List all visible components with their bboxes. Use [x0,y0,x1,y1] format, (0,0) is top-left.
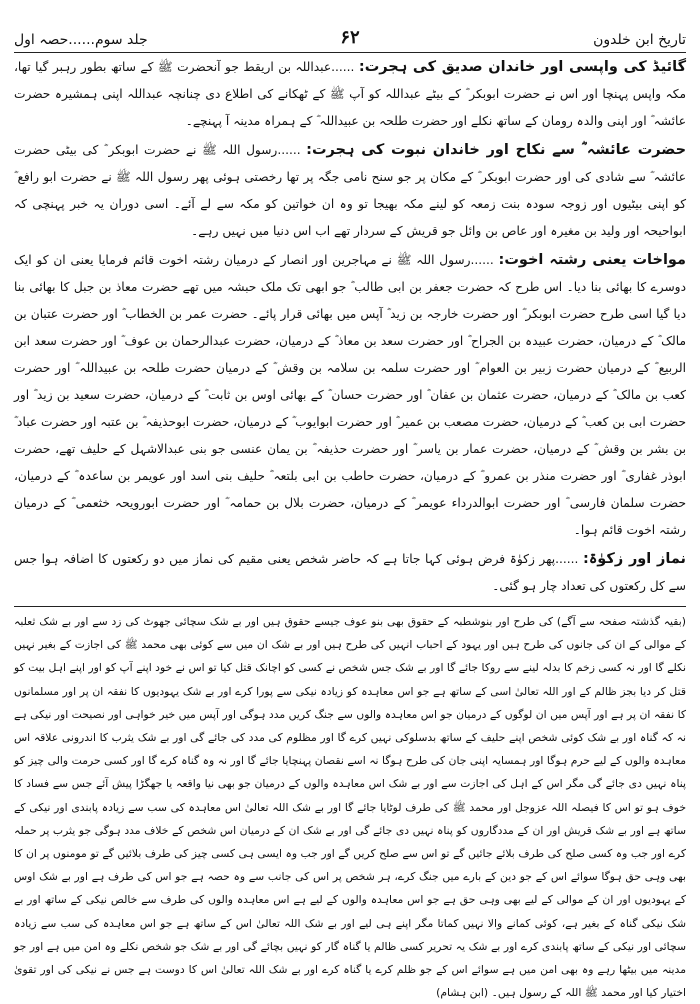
section-paragraph [14,247,686,544]
footnote-text: (بقیہ گذشتہ صفحہ سے آگے) کی طرح اور بنوشطبہ کے حقوق بھی بنو عوف جیسے حقوق ہیں اور بے شک سچائی جھوٹ کی زد سے اور بے شک ثعلبہ کے موالی کے ان کی جانوں کی طرح ہیں اور یہود کے احباب انہیں کی طرح ہیں اور بے شک ان میں سے کوئی بھی محمد ﷺ کی اجازت کے بغیر نہیں نکلے گا اور نہ کسی زخم کا بدلہ لینے سے روکا جائے گا اور بے شک جس شخص نے کسی کو اچانک قتل کیا تو اس نے خود اپنے آپ کو اور اپنے اہل بیت کو قتل کر دیا بجز ظالم کے اور اللہ تعالیٰ اسی کے ساتھ ہے جو اس معاہدہ کو زیادہ نیکی سے پورا کرے اور بے شک یہودیوں کا نفقہ ان پر اور مسلمانوں کا نفقہ ان پر ہے اور آپس میں ان لوگوں کے درمیان جو اس معاہدہ والوں سے جنگ کریں مدد ہوگی اور آپس میں خیر خواہی اور نصیحت اور نیکی ہے نہ کہ گناہ اور بے شک کوئی شخص اپنے حلیف کے ساتھ بدسلوکی نہیں کرے گا اور مظلوم کی مدد کی جائے گی اور بے شک یثرب کا اندرونی علاقہ اس معاہدہ والوں کے لیے حرم ہوگا اور ہمسایہ اپنی جان کی طرح ہوگا نہ اسے نقصان پہنچایا جائے گا اور نہ وہ گناہ کرے گا اور کسی حرمت والی چیز کو پناہ نہیں دی جائے گی مگر اس کے اہل کی اجازت سے اور بے شک اس معاہدہ والوں کے درمیان جو بھی نیا واقعہ یا جھگڑا پیش آئے جس سے فساد کا خوف ہو تو اس کا فیصلہ اللہ عزوجل اور محمد ﷺ کی طرف لوٹایا جائے گا اور بے شک اللہ تعالیٰ اس معاہدہ کی سب سے زیادہ پابندی اور نیکی کے ساتھ ہے اور بے شک قریش اور ان کے مددگاروں کو پناہ نہیں دی جائے گی اور بے شک ان کے درمیان اس شخص کے خلاف مدد ہوگی جو یثرب پر حملہ کرے اور جب وہ کسی صلح کی طرف بلائے جائیں گے تو اس سے صلح کریں گے اور جب وہ ایسی ہی کسی چیز کی طرف بلائیں گے تو مومنوں پر ان کا بھی وہی حق ہوگا سوائے اس کے جو دین کے بارے میں جنگ کرے، ہر شخص پر اس کی جانب سے وہ حصہ ہے جو اس کی طرف ہے اور بے شک اوس کے یہودیوں اور ان کے موالی کے لیے بھی وہی حق ہے جو اس معاہدہ والوں کے لیے ہے اس معاہدہ والوں کی طرف سے خالص نیکی کے ساتھ اور بے شک نیکی گناہ کے بغیر ہے، کوئی کمانے والا نہیں کماتا مگر اپنے ہی لیے اور بے شک اللہ تعالیٰ اس کے ساتھ ہے جو اس معاہدہ کی سب سے زیادہ سچائی اور نیکی کے ساتھ پابندی کرے اور بے شک یہ تحریر کسی ظالم یا گناہ گار کو نہیں بچائے گی اور بے شک جو شخص نکلے وہ امن میں ہے اور جو مدینہ میں بیٹھا رہے وہ بھی امن میں ہے سوائے اس کے جو ظلم کرے یا گناہ کرے اور بے شک اللہ تعالیٰ اس کا دوست ہے جس نے نیکی کی اور تقویٰ اختیار کیا اور محمد ﷺ اللہ کے رسول ہیں۔ (ابن ہشام) [14,615,686,1000]
volume-label: جلد سوم......حصہ اول [14,32,148,48]
section-body: ......پھر زکوٰۃ فرض ہوئی کہا جاتا ہے کہ حاضر شخص یعنی مقیم کی نماز میں دو رکعتوں کا اضافہ ہوا جس سے کل رکعتوں کی تعداد چار ہو گئی۔ [14,552,686,593]
section-heading: مواخات یعنی رشتہ اخوت: [498,252,686,268]
page-number: ۶۲ [340,27,360,48]
main-text [14,54,686,602]
section-paragraph [14,546,686,600]
footnotes [14,610,686,1004]
section-heading: حضرت عائشہ ؓ سے نکاح اور خاندان نبوت کی ہجرت: [306,142,687,158]
page-header [14,8,686,53]
section-body: ......رسول اللہ ﷺ نے حضرت ابوبکر ؓ کی بیٹی حضرت عائشہ ؓ سے شادی کی اور حضرت ابوبکر ؓ کے مکان پر جو سنح نامی جگہ پر تھا رخصتی ہوئی پھر رسول اللہ ﷺ نے حضرت ابو رافع ؓ کو اپنی بیٹیوں اور زوجہ سودہ بنت زمعہ کو لینے مکہ بھیجا تو وہ ان خواتین کو مکہ سے لے آئے۔ اسی دوران یہ خبر پہنچی کہ ابواحیحہ اور ولید بن مغیرہ اور عاص بن وائل جو قریش کے سردار تھے اب اس دنیا میں نہیں رہے۔ [14,143,686,238]
section-heading: نماز اور زکوٰۃ: [583,551,686,567]
section-body: ......رسول اللہ ﷺ نے مہاجرین اور انصار کے درمیان رشتہ اخوت قائم فرمایا یعنی ان کو ایک دوسرے کا بھائی بنا دیا۔ اس طرح کہ حضرت جعفر بن ابی طالب ؓ جو ابھی تک ملک حبشہ میں تھے حضرت معاذ بن جبل کا بھائی بنا دیا گیا اسی طرح حضرت ابوبکر ؓ اور حضرت خارجہ بن زید ؓ آپس میں بھائی قرار پائے۔ حضرت عمر بن الخطاب ؓ اور حضرت عتبان بن مالک ؓ کے درمیان، حضرت عبیدہ بن الجراح ؓ اور حضرت سعد بن معاذ ؓ کے درمیان، حضرت عبدالرحمان بن عوف ؓ اور حضرت سعد ابن الربیع ؓ کے درمیان حضرت زبیر بن العوام ؓ اور حضرت سلمہ بن سلامہ بن وقش ؓ کے درمیان حضرت طلحہ بن عبیداللہ ؓ اور حضرت کعب بن مالک ؓ کے درمیان، حضرت عثمان بن عفان ؓ اور حضرت حسان ؓ کے بھائی اوس بن ثابت ؓ کے درمیان، حضرت سعید بن زید ؓ اور حضرت ابی بن کعب ؓ کے درمیان، حضرت مصعب بن عمیر ؓ اور حضرت ابوایوب ؓ کے درمیان، حضرت ابوحذیفہ ؓ بن عتبہ اور حضرت عباد ؓ بن بشر بن وقش ؓ کے درمیان، حضرت عمار بن یاسر ؓ اور حضرت حذیفہ ؓ بن یمان عنسی جو بنی عبدالاشہل کے حلیف تھے، حضرت ابوذر غفاری ؓ اور حضرت منذر بن عمرو ؓ کے درمیان، حضرت حاطب بن ابی بلتعہ ؓ حلیف بنی اسد اور عویمر بن ساعدہ ؓ کے درمیان، حضرت سلمان فارسی ؓ اور حضرت ابوالدرداء عویمر ؓ کے درمیان، حضرت بلال بن حمامہ ؓ اور حضرت ابورویحہ خثعمی ؓ کے درمیان رشتہ اخوت قائم ہوا۔ [14,253,686,537]
book-title: تاریخ ابن خلدون [593,32,686,48]
section-paragraph [14,54,686,135]
section-body: ......عبداللہ بن اریقط جو آنحضرت ﷺ کے ساتھ بطور رہبر گیا تھا، مکہ واپس پہنچا اور اس نے حضرت ابوبکر ؓ کے بیٹے عبداللہ کو آپ ﷺ کے ٹھکانے کی اطلاع دی چنانچہ عبداللہ اپنی ہمشیرہ حضرت عائشہ ؓ اور اپنی والدہ رومان کے ساتھ نکلے اور حضرت طلحہ بن عبیداللہ ؓ کے ہمراہ مدینہ آ پہنچے۔ [14,60,686,128]
section-paragraph [14,137,686,245]
section-heading: گائیڈ کی واپسی اور خاندان صدیق کی ہجرت: [358,59,687,75]
footnote-divider [14,606,686,607]
